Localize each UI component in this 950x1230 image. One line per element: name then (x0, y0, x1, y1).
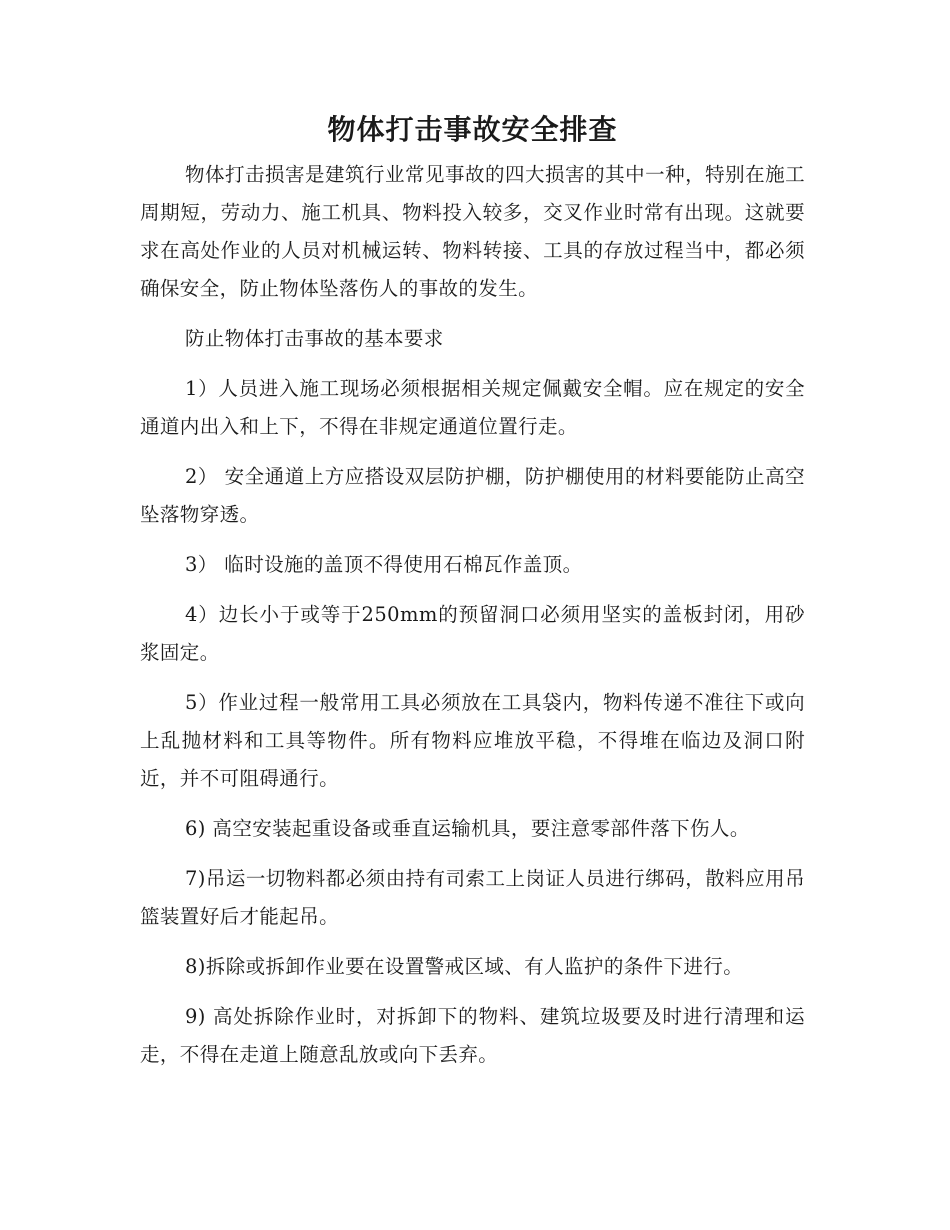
requirement-item-9: 9) 高处拆除作业时，对拆卸下的物料、建筑垃圾要及时进行清理和运走，不得在走道上随意乱放或向下丢弃。 (140, 1005, 805, 1066)
requirement-item-7: 7)吊运一切物料都必须由持有司索工上岗证人员进行绑码，散料应用吊篮装置好后才能起吊。 (140, 867, 805, 928)
requirement-item-3: 3） 临时设施的盖顶不得使用石棉瓦作盖顶。 (185, 553, 583, 576)
requirement-item-4: 4）边长小于或等于250mm的预留洞口必须用坚实的盖板封闭，用砂浆固定。 (140, 603, 805, 664)
intro-paragraph: 物体打击损害是建筑行业常见事故的四大损害的其中一种，特别在施工周期短，劳动力、施工机具、物料投入较多，交叉作业时常有出现。这就要求在高处作业的人员对机械运转、物料转接、工具的存放过程当中，都必须确保安全，防止物体坠落伤人的事故的发生。 (140, 163, 805, 300)
section-heading: 防止物体打击事故的基本要求 (185, 327, 444, 350)
requirement-item-2: 2） 安全通道上方应搭设双层防护棚，防护棚使用的材料要能防止高空坠落物穿透。 (140, 465, 805, 526)
document-body (140, 110, 805, 1086)
document-title: 物体打击事故安全排查 (327, 113, 618, 146)
requirement-item-1: 1）人员进入施工现场必须根据相关规定佩戴安全帽。应在规定的安全通道内出入和上下，不得在非规定通道位置行走。 (140, 377, 805, 438)
requirement-item-8: 8)拆除或拆卸作业要在设置警戒区域、有人监护的条件下进行。 (185, 955, 744, 978)
requirement-item-5: 5）作业过程一般常用工具必须放在工具袋内，物料传递不准往下或向上乱抛材料和工具等物件。所有物料应堆放平稳，不得堆在临边及洞口附近，并不可阻碍通行。 (140, 691, 805, 790)
requirement-item-6: 6) 高空安装起重设备或垂直运输机具，要注意零部件落下伤人。 (185, 817, 750, 840)
